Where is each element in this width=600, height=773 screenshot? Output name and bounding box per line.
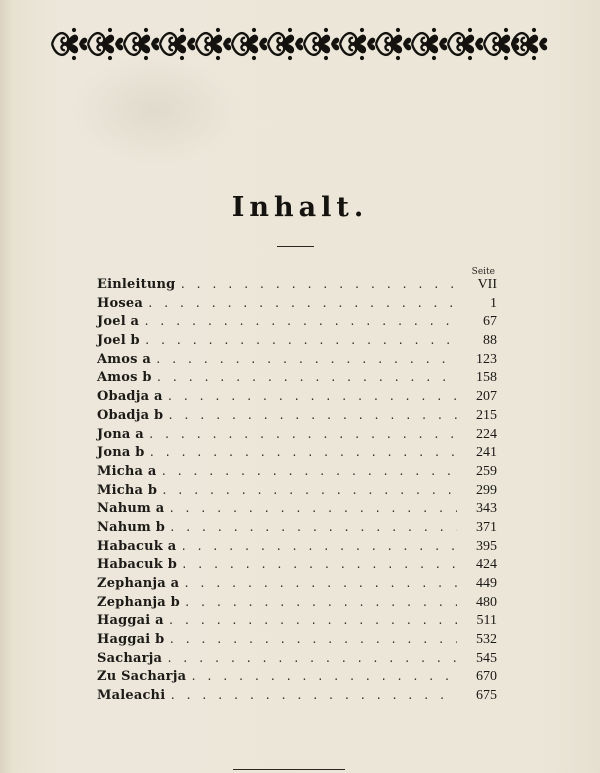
toc-entry-page: 343	[476, 501, 497, 517]
toc-entry	[97, 295, 497, 314]
toc-entry-title: Joel b	[97, 333, 140, 349]
toc-entry	[97, 500, 497, 519]
toc-entry-title: Haggai a	[97, 613, 164, 629]
toc-entry-page: 670	[476, 669, 497, 685]
toc-entry-title: Micha a	[97, 463, 157, 479]
toc-entry	[97, 369, 497, 388]
toc-entry-title: Joel a	[97, 314, 140, 330]
toc-entry-title: Habacuk b	[97, 557, 178, 573]
dot-leader	[167, 388, 457, 407]
toc-entry	[97, 631, 497, 650]
toc-entry-page: 299	[476, 482, 497, 498]
toc-entry-title: Amos a	[97, 351, 151, 367]
toc-entry	[97, 482, 497, 501]
toc-entry-page: 480	[476, 594, 497, 610]
toc-entry	[97, 575, 497, 594]
toc-entry	[97, 351, 497, 370]
dot-leader	[168, 500, 457, 519]
toc-entry	[97, 687, 497, 706]
dot-leader	[168, 631, 457, 650]
toc-entry	[97, 388, 497, 407]
toc-entry-title: Hosea	[97, 295, 143, 311]
toc-entry-page: 449	[476, 576, 497, 591]
table-of-contents	[97, 276, 497, 706]
dot-leader	[183, 575, 457, 594]
toc-entry-title: Zephanja b	[97, 594, 180, 610]
toc-entry	[97, 332, 497, 351]
toc-entry-page: 67	[483, 314, 497, 330]
toc-entry-page: 532	[476, 632, 497, 648]
dot-leader	[161, 482, 457, 501]
toc-entry	[97, 313, 497, 332]
toc-entry-title: Zephanja a	[97, 576, 180, 591]
toc-entry	[97, 668, 497, 687]
toc-entry-title: Jona a	[97, 426, 144, 442]
toc-entry	[97, 407, 497, 426]
toc-entry	[97, 612, 497, 631]
toc-entry-title: Einleitung	[97, 277, 176, 292]
toc-entry-page: 241	[476, 445, 497, 461]
bottom-divider	[233, 769, 345, 770]
toc-entry-title: Maleachi	[97, 688, 166, 704]
toc-entry-page: 511	[476, 613, 497, 629]
dot-leader	[167, 407, 457, 426]
show-through-shadow	[70, 55, 240, 165]
dot-leader	[181, 556, 457, 575]
floral-ornament-band-icon	[50, 26, 548, 62]
page-column-label: Seite	[471, 267, 495, 277]
dot-leader	[155, 351, 457, 370]
toc-entry-page: 207	[476, 389, 497, 405]
dot-leader	[148, 426, 457, 445]
dot-leader	[143, 313, 457, 332]
toc-entry-page: 224	[476, 426, 497, 442]
toc-entry-title: Micha b	[97, 482, 158, 498]
dot-leader	[149, 444, 457, 463]
toc-entry	[97, 556, 497, 575]
toc-entry-title: Obadja a	[97, 389, 163, 405]
dot-leader	[147, 295, 457, 314]
dot-leader	[169, 519, 457, 538]
dot-leader	[179, 276, 457, 295]
toc-entry-page: 215	[476, 407, 497, 423]
dot-leader	[166, 650, 457, 669]
dot-leader	[190, 668, 457, 687]
toc-entry	[97, 426, 497, 445]
toc-entry-page: 371	[476, 519, 497, 535]
toc-entry	[97, 650, 497, 669]
toc-entry-page: 259	[476, 463, 497, 479]
toc-entry-title: Obadja b	[97, 407, 164, 423]
toc-entry	[97, 594, 497, 613]
page-title: Inhalt.	[231, 192, 369, 223]
dot-leader	[144, 332, 457, 351]
title-divider	[277, 246, 314, 247]
toc-entry-title: Sacharja	[97, 650, 163, 666]
dot-leader	[160, 463, 457, 482]
toc-entry-page: 1	[490, 295, 497, 311]
dot-leader	[168, 612, 457, 631]
toc-entry-page: 424	[476, 557, 497, 573]
toc-entry-page: VII	[477, 277, 497, 292]
dot-leader	[180, 538, 457, 557]
toc-entry	[97, 444, 497, 463]
toc-entry-title: Zu Sacharja	[97, 669, 187, 685]
toc-entry	[97, 519, 497, 538]
toc-entry	[97, 538, 497, 557]
toc-entry	[97, 463, 497, 482]
toc-entry-page: 395	[476, 538, 497, 554]
toc-entry-title: Habacuk a	[97, 538, 177, 554]
toc-entry-page: 123	[476, 351, 497, 367]
dot-leader	[184, 594, 457, 613]
toc-entry-title: Nahum b	[97, 519, 165, 535]
toc-entry-title: Jona b	[97, 445, 145, 461]
toc-entry-title: Amos b	[97, 370, 152, 386]
toc-entry-page: 545	[476, 650, 497, 666]
toc-entry-page: 88	[483, 333, 497, 349]
toc-entry-page: 675	[476, 688, 497, 704]
dot-leader	[169, 687, 457, 706]
toc-entry-title: Haggai b	[97, 632, 165, 648]
toc-entry-title: Nahum a	[97, 501, 165, 517]
dot-leader	[156, 369, 457, 388]
toc-entry	[97, 276, 497, 295]
toc-entry-page: 158	[476, 370, 497, 386]
